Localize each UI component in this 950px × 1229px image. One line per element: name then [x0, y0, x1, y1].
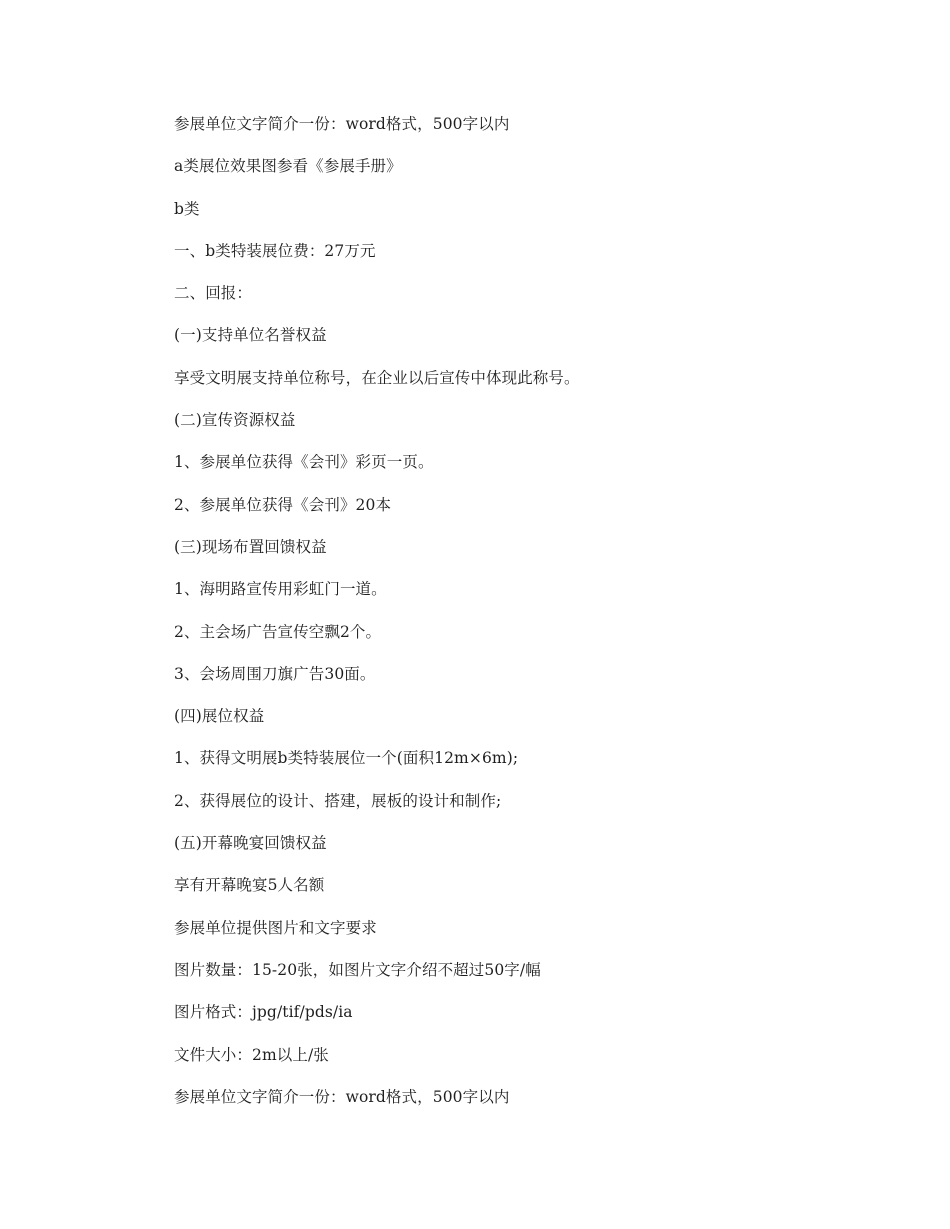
text-line: 一、b类特装展位费：27万元: [174, 241, 376, 260]
text-line: b类: [174, 199, 200, 218]
text-line: 2、获得展位的设计、搭建，展板的设计和制作;: [174, 791, 502, 810]
section-heading: (二)宣传资源权益: [174, 411, 296, 430]
text-line: 文件大小：2m以上/张: [174, 1045, 329, 1064]
text-line: 3、会场周围刀旗广告30面。: [174, 664, 376, 683]
text-line: 图片数量：15-20张，如图片文字介绍不超过50字/幅: [174, 960, 541, 979]
text-line: 图片格式：jpg/tif/pds/ia: [174, 1003, 353, 1022]
text-line: 享受文明展支持单位称号，在企业以后宣传中体现此称号。: [174, 368, 580, 387]
text-line: 参展单位提供图片和文字要求: [174, 918, 377, 937]
text-line: 享有开幕晚宴5人名额: [174, 876, 325, 895]
text-line: 1、获得文明展b类特装展位一个(面积12m×6m);: [174, 749, 519, 768]
text-line: 1、参展单位获得《会刊》彩页一页。: [174, 453, 434, 472]
text-line: 2、主会场广告宣传空飘2个。: [174, 622, 382, 641]
text-line: a类展位效果图参看《参展手册》: [174, 157, 402, 176]
text-line: 参展单位文字简介一份：word格式，500字以内: [174, 1087, 510, 1106]
section-heading: (一)支持单位名誉权益: [174, 326, 327, 345]
text-line: 1、海明路宣传用彩虹门一道。: [174, 580, 387, 599]
section-heading: (三)现场布置回馈权益: [174, 537, 327, 556]
section-heading: (四)展位权益: [174, 707, 265, 726]
section-heading: (五)开幕晚宴回馈权益: [174, 834, 327, 853]
document-body: [174, 111, 874, 1126]
text-line: 参展单位文字简介一份：word格式，500字以内: [174, 115, 510, 133]
text-line: 二、回报：: [174, 284, 253, 303]
text-line: 2、参展单位获得《会刊》20本: [174, 495, 392, 514]
